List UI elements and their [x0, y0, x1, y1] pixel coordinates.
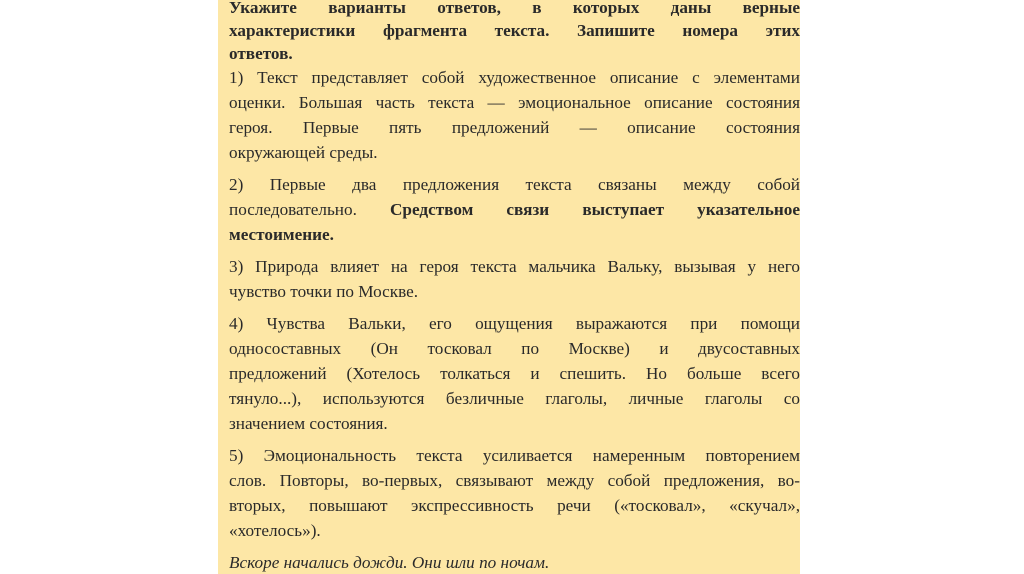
option-1-line: окружающей среды.	[229, 143, 378, 162]
option-1	[229, 65, 800, 165]
excerpt-line: Вскоре начались дожди. Они шли по ночам.	[229, 553, 550, 572]
document-page	[218, 0, 800, 574]
question-line: ответов.	[229, 44, 293, 63]
option-4-line: значением состояния.	[229, 414, 388, 433]
option-2-line: местоимение.	[229, 225, 334, 244]
text-excerpt	[229, 550, 800, 574]
option-4-line: односоставных (Он тосковал по Москве) и двусоставных	[229, 339, 800, 358]
option-5-line: «хотелось»).	[229, 521, 321, 540]
option-1-line: оценки. Большая часть текста — эмоциональное описание состояния	[229, 93, 800, 112]
document-content	[229, 0, 800, 574]
question-line: характеристики фрагмента текста. Запишите номера этих	[229, 21, 800, 40]
option-5-line: слов. Повторы, во-первых, связывают между собой предложения, во-	[229, 471, 800, 490]
option-4	[229, 311, 800, 436]
option-3	[229, 254, 800, 304]
option-2	[229, 172, 800, 247]
option-2-bold: Средством связи выступает указательное	[390, 200, 800, 219]
option-4-line: предложений (Хотелось толкаться и спешить. Но больше всего	[229, 364, 800, 383]
question-line: Укажите варианты ответов, в которых даны верные	[229, 0, 800, 17]
option-1-line: героя. Первые пять предложений — описание состояния	[229, 118, 800, 137]
option-3-line: 3) Природа влияет на героя текста мальчика Вальку, вызывая у него	[229, 257, 800, 276]
option-5	[229, 443, 800, 543]
option-3-line: чувство точки по Москве.	[229, 282, 419, 301]
option-4-line: 4) Чувства Вальки, его ощущения выражаются при помощи	[229, 314, 800, 333]
option-2-regular: последовательно.	[229, 200, 391, 219]
option-5-line: 5) Эмоциональность текста усиливается намеренным повторением	[229, 446, 800, 465]
option-5-line: вторых, повышают экспрессивность речи («тосковал», «скучал»,	[229, 496, 800, 515]
option-2-line: 2) Первые два предложения текста связаны между собой	[229, 175, 800, 194]
option-2-line	[229, 197, 800, 222]
option-4-line: тянуло...), используются безличные глаголы, личные глаголы со	[229, 389, 800, 408]
option-1-line: 1) Текст представляет собой художественное описание с элементами	[229, 68, 800, 87]
question-title	[229, 0, 800, 65]
